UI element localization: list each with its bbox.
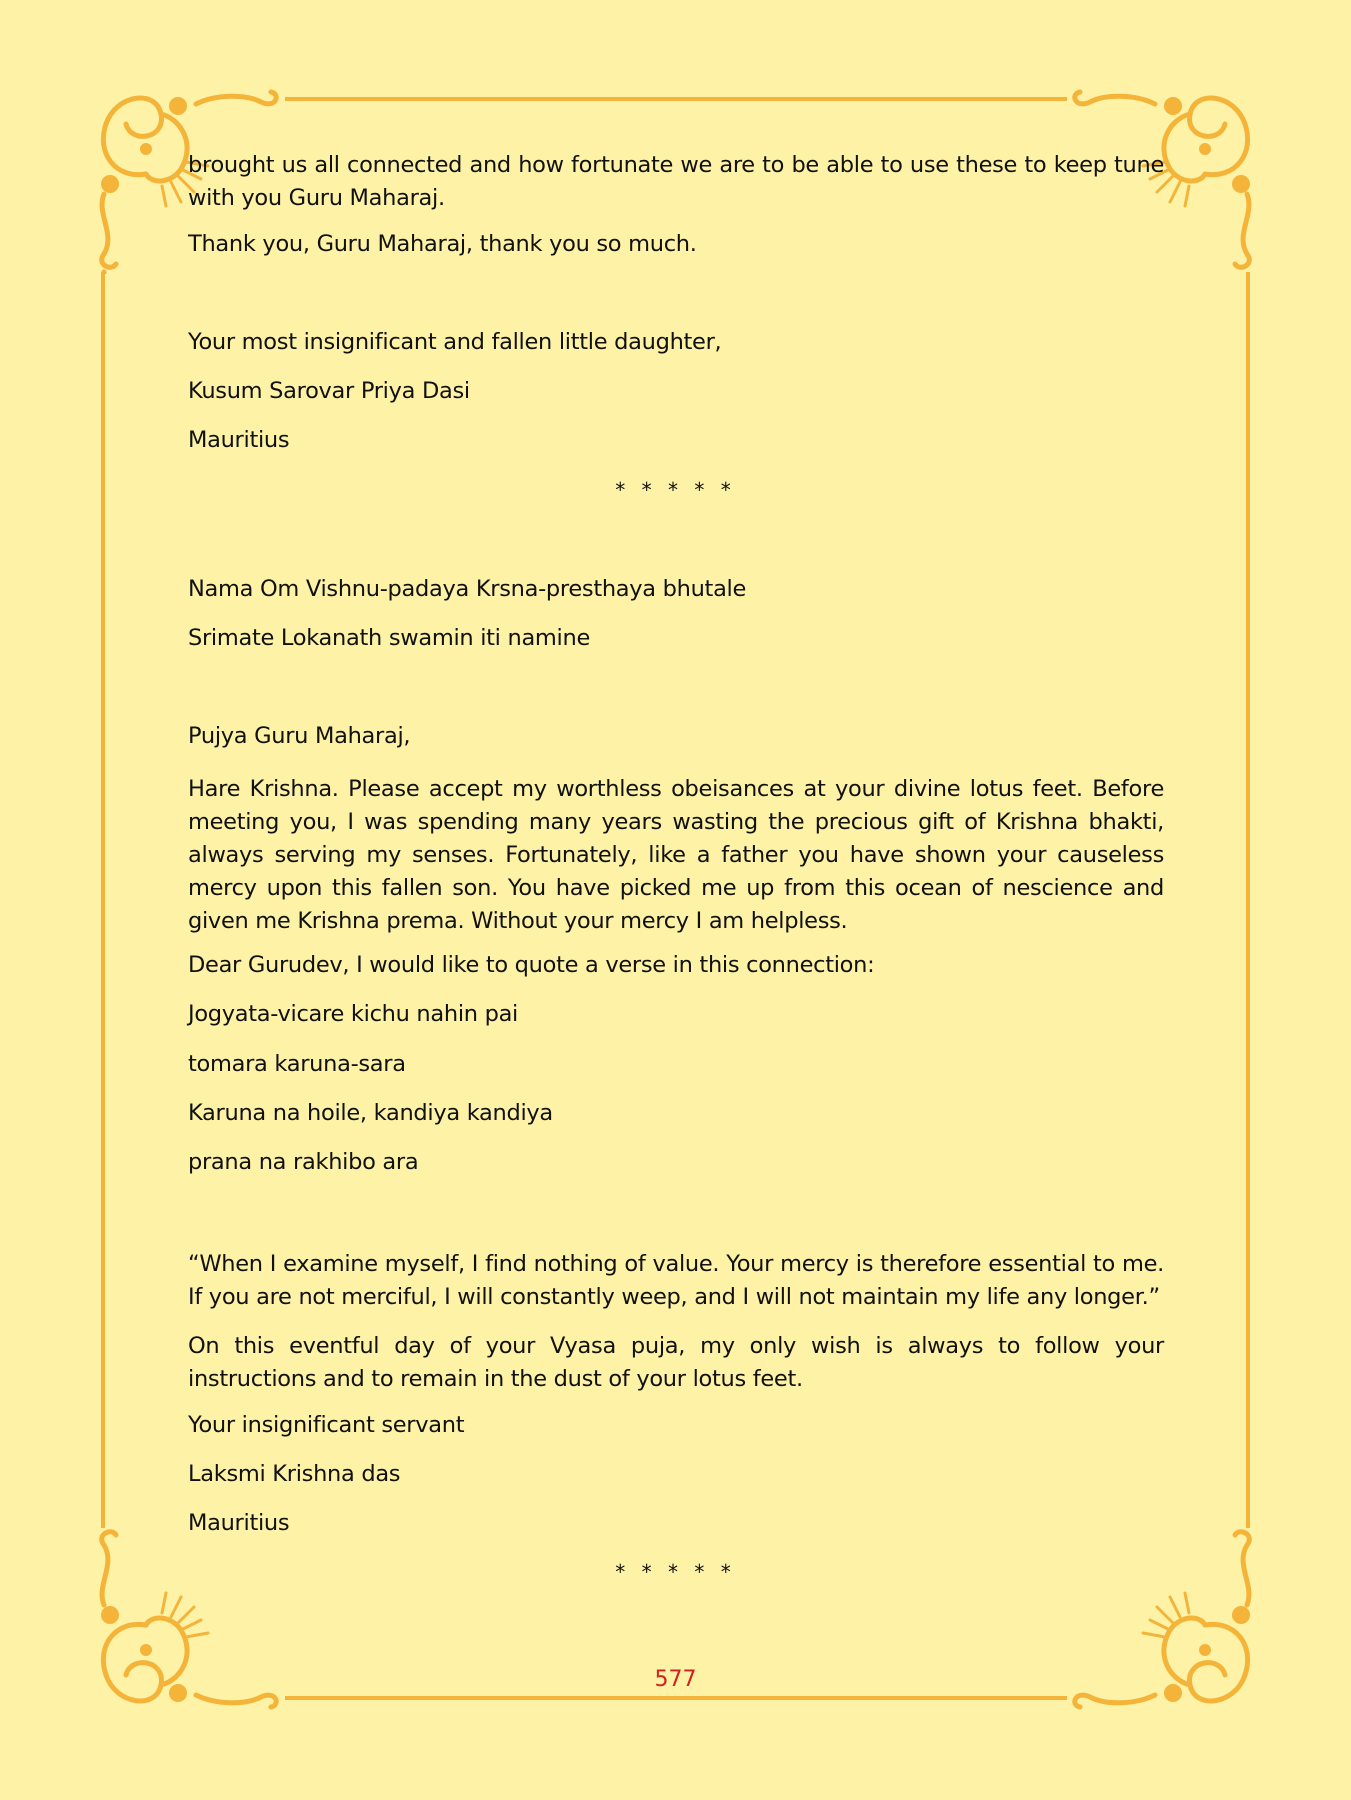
letter1-thanks: Thank you, Guru Maharaj, thank you so much.	[188, 231, 697, 257]
letter2-signature: Laksmi Krishna das	[188, 1461, 401, 1487]
letter1-signature: Kusum Sarovar Priya Dasi	[188, 378, 470, 404]
frame-bottom-line	[285, 1696, 1067, 1700]
verse-line: tomara karuna-sara	[188, 1051, 406, 1077]
letter2-paragraph-1: Hare Krishna. Please accept my worthless obeisances at your divine lotus feet. Before meeting you, I was spending many years wasting the precious gift of Krishna bhakti, always serving my senses. Fortunately, like a father you have shown your causeless mercy upon this fallen son. You have picked me up from this ocean of nescience and given me Krishna prema. Without your mercy I am helpless.	[188, 776, 1164, 934]
letter1-continuation: brought us all connected and how fortunate we are to be able to use these to keep tune with you Guru Maharaj.	[188, 152, 1164, 211]
verse-intro: Dear Gurudev, I would like to quote a verse in this connection:	[188, 952, 875, 978]
pranam-mantra-line-2: Srimate Lokanath swamin iti namine	[188, 625, 591, 651]
letter1-location: Mauritius	[188, 427, 290, 453]
verse-line: Jogyata-vicare kichu nahin pai	[188, 1001, 519, 1027]
frame-top-line	[285, 97, 1067, 101]
separator: * * * * *	[615, 1560, 736, 1584]
pranam-mantra-line-1: Nama Om Vishnu-padaya Krsna-presthaya bhutale	[188, 576, 747, 602]
verse-translation: “When I examine myself, I find nothing of value. Your mercy is therefore essential to me. If you are not merciful, I will constantly weep, and I will not maintain my life any longer.”	[188, 1251, 1164, 1310]
vyasa-puja-wish: On this eventful day of your Vyasa puja, my only wish is always to follow your instructions and to remain in the dust of your lotus feet.	[188, 1333, 1164, 1392]
salutation: Pujya Guru Maharaj,	[188, 723, 411, 749]
frame-left-line	[101, 272, 105, 1528]
page-number: 577	[654, 1667, 697, 1692]
letter2-closing: Your insignificant servant	[188, 1412, 465, 1438]
frame-right-line	[1246, 272, 1250, 1528]
letter2-location: Mauritius	[188, 1510, 290, 1536]
letter1-closing: Your most insignificant and fallen little daughter,	[188, 329, 722, 355]
verse-line: Karuna na hoile, kandiya kandiya	[188, 1100, 553, 1126]
verse-line: prana na rakhibo ara	[188, 1149, 419, 1175]
separator: * * * * *	[615, 478, 736, 502]
